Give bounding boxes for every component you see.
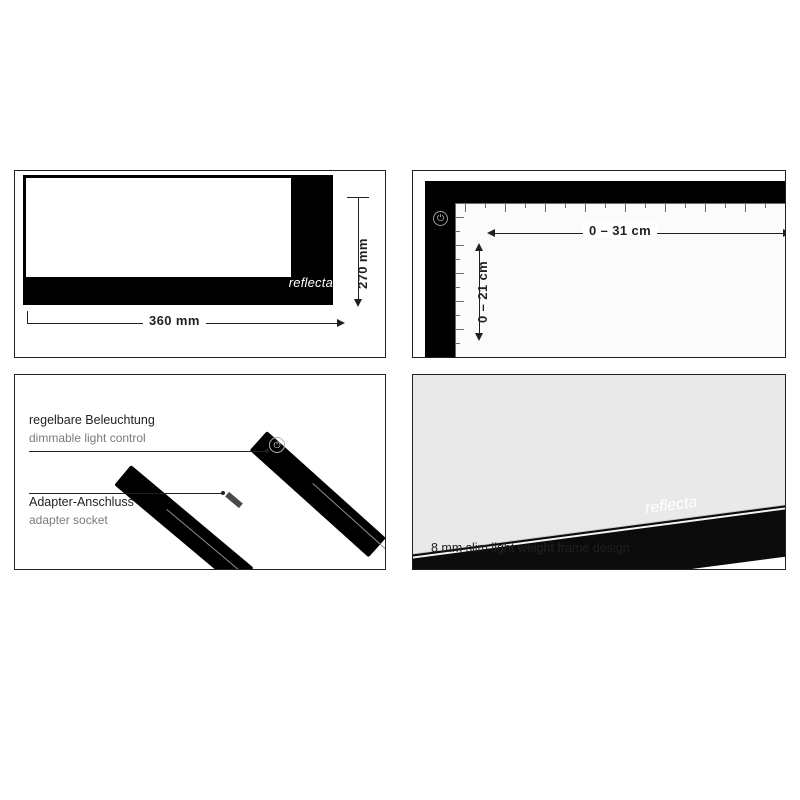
pad-bottom-frame bbox=[23, 277, 333, 305]
callout-dimmable-de: regelbare Beleuchtung bbox=[29, 413, 155, 427]
usable-width-label: 0 – 31 cm bbox=[583, 223, 657, 238]
callout-adapter-leader bbox=[29, 493, 223, 494]
callout-adapter-anchor bbox=[221, 491, 225, 495]
panel-usable-area bbox=[412, 170, 786, 358]
width-measure-arrow bbox=[337, 319, 345, 327]
frame-caption: 8 mm slim light weight frame design bbox=[431, 541, 630, 555]
light-pad-outline-illustration bbox=[23, 175, 333, 305]
height-measure-label: 270 mm bbox=[355, 238, 370, 289]
pad-top-frame bbox=[425, 181, 786, 203]
usable-width-arrow-left bbox=[487, 229, 495, 237]
width-measure-label: 360 mm bbox=[143, 313, 206, 328]
panel-controls bbox=[14, 374, 386, 570]
light-pad-corner-illustration bbox=[127, 413, 386, 563]
callout-adapter-en: adapter socket bbox=[29, 513, 108, 527]
power-icon[interactable]: ⏻ bbox=[269, 437, 285, 453]
panel-dimensions bbox=[14, 170, 386, 358]
adapter-socket[interactable] bbox=[225, 492, 243, 508]
pad-top-edge bbox=[23, 175, 333, 178]
callout-dimmable-leader bbox=[29, 451, 267, 452]
usable-height-label: 0 – 21 cm bbox=[475, 260, 490, 323]
panel-frame-design bbox=[412, 374, 786, 570]
height-measure-arrow bbox=[354, 299, 362, 307]
callout-dimmable-en: dimmable light control bbox=[29, 431, 146, 445]
usable-height-arrow-up bbox=[475, 243, 483, 251]
brand-logo: reflecta bbox=[288, 275, 333, 290]
callout-adapter-de: Adapter-Anschluss bbox=[29, 495, 134, 509]
usable-width-arrow-right bbox=[783, 229, 786, 237]
usable-height-arrow-down bbox=[475, 333, 483, 341]
brand-logo: reflecta bbox=[644, 493, 699, 518]
callout-dimmable-anchor bbox=[265, 449, 269, 453]
pad-left-frame bbox=[425, 181, 455, 358]
power-icon[interactable]: ⏻ bbox=[433, 211, 448, 226]
vertical-ruler bbox=[455, 203, 471, 358]
horizontal-ruler bbox=[455, 203, 786, 219]
pad-frame-arm-left bbox=[114, 465, 253, 570]
